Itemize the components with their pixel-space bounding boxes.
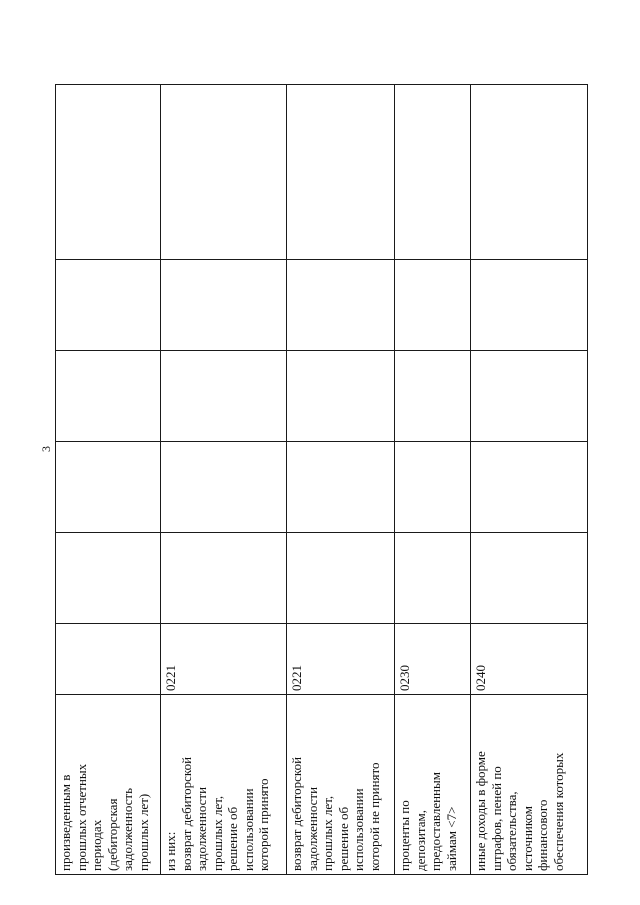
- value-cell: [161, 442, 287, 533]
- value-cell: [395, 351, 471, 442]
- row-name-cell: проценты по депозитам, предоставленным займам <7>: [395, 695, 471, 875]
- value-cell: [56, 85, 161, 260]
- value-cell: [56, 351, 161, 442]
- value-cell: [56, 260, 161, 351]
- value-cell: [287, 351, 395, 442]
- value-cell: [471, 260, 588, 351]
- value-cell: [471, 85, 588, 260]
- value-cell: [287, 533, 395, 624]
- row-name-cell: произведенным в прошлых отчетных периодах (дебиторская задолженность прошлых лет): [56, 695, 161, 875]
- table-container: [55, 85, 587, 875]
- value-cell: [395, 85, 471, 260]
- value-cell: [471, 533, 588, 624]
- table-row: [471, 85, 588, 875]
- row-code-cell: 0240: [471, 624, 588, 695]
- value-cell: [161, 351, 287, 442]
- row-code-cell: [56, 624, 161, 695]
- table-row: [395, 85, 471, 875]
- value-cell: [161, 260, 287, 351]
- row-code-cell: 0230: [395, 624, 471, 695]
- row-code-cell: 0221: [287, 624, 395, 695]
- value-cell: [471, 351, 588, 442]
- value-cell: [161, 533, 287, 624]
- report-table: [55, 84, 588, 875]
- row-name-cell: иные доходы в форме штрафов, пеней по обязательства, источником финансового обеспечения которых: [471, 695, 588, 875]
- row-name-cell: возврат дебиторской задолженности прошлых лет, решение об использовании которой не принято: [287, 695, 395, 875]
- value-cell: [395, 533, 471, 624]
- table-row: [56, 85, 161, 875]
- value-cell: [56, 533, 161, 624]
- table-row: [287, 85, 395, 875]
- value-cell: [287, 260, 395, 351]
- value-cell: [395, 442, 471, 533]
- row-code-cell: 0221: [161, 624, 287, 695]
- value-cell: [395, 260, 471, 351]
- table-row: [161, 85, 287, 875]
- value-cell: [161, 85, 287, 260]
- row-name-cell: из них: возврат дебиторской задолженности прошлых лет, решение об использовании которой принято: [161, 695, 287, 875]
- value-cell: [471, 442, 588, 533]
- page-number: 3: [39, 446, 53, 452]
- value-cell: [287, 442, 395, 533]
- value-cell: [56, 442, 161, 533]
- value-cell: [287, 85, 395, 260]
